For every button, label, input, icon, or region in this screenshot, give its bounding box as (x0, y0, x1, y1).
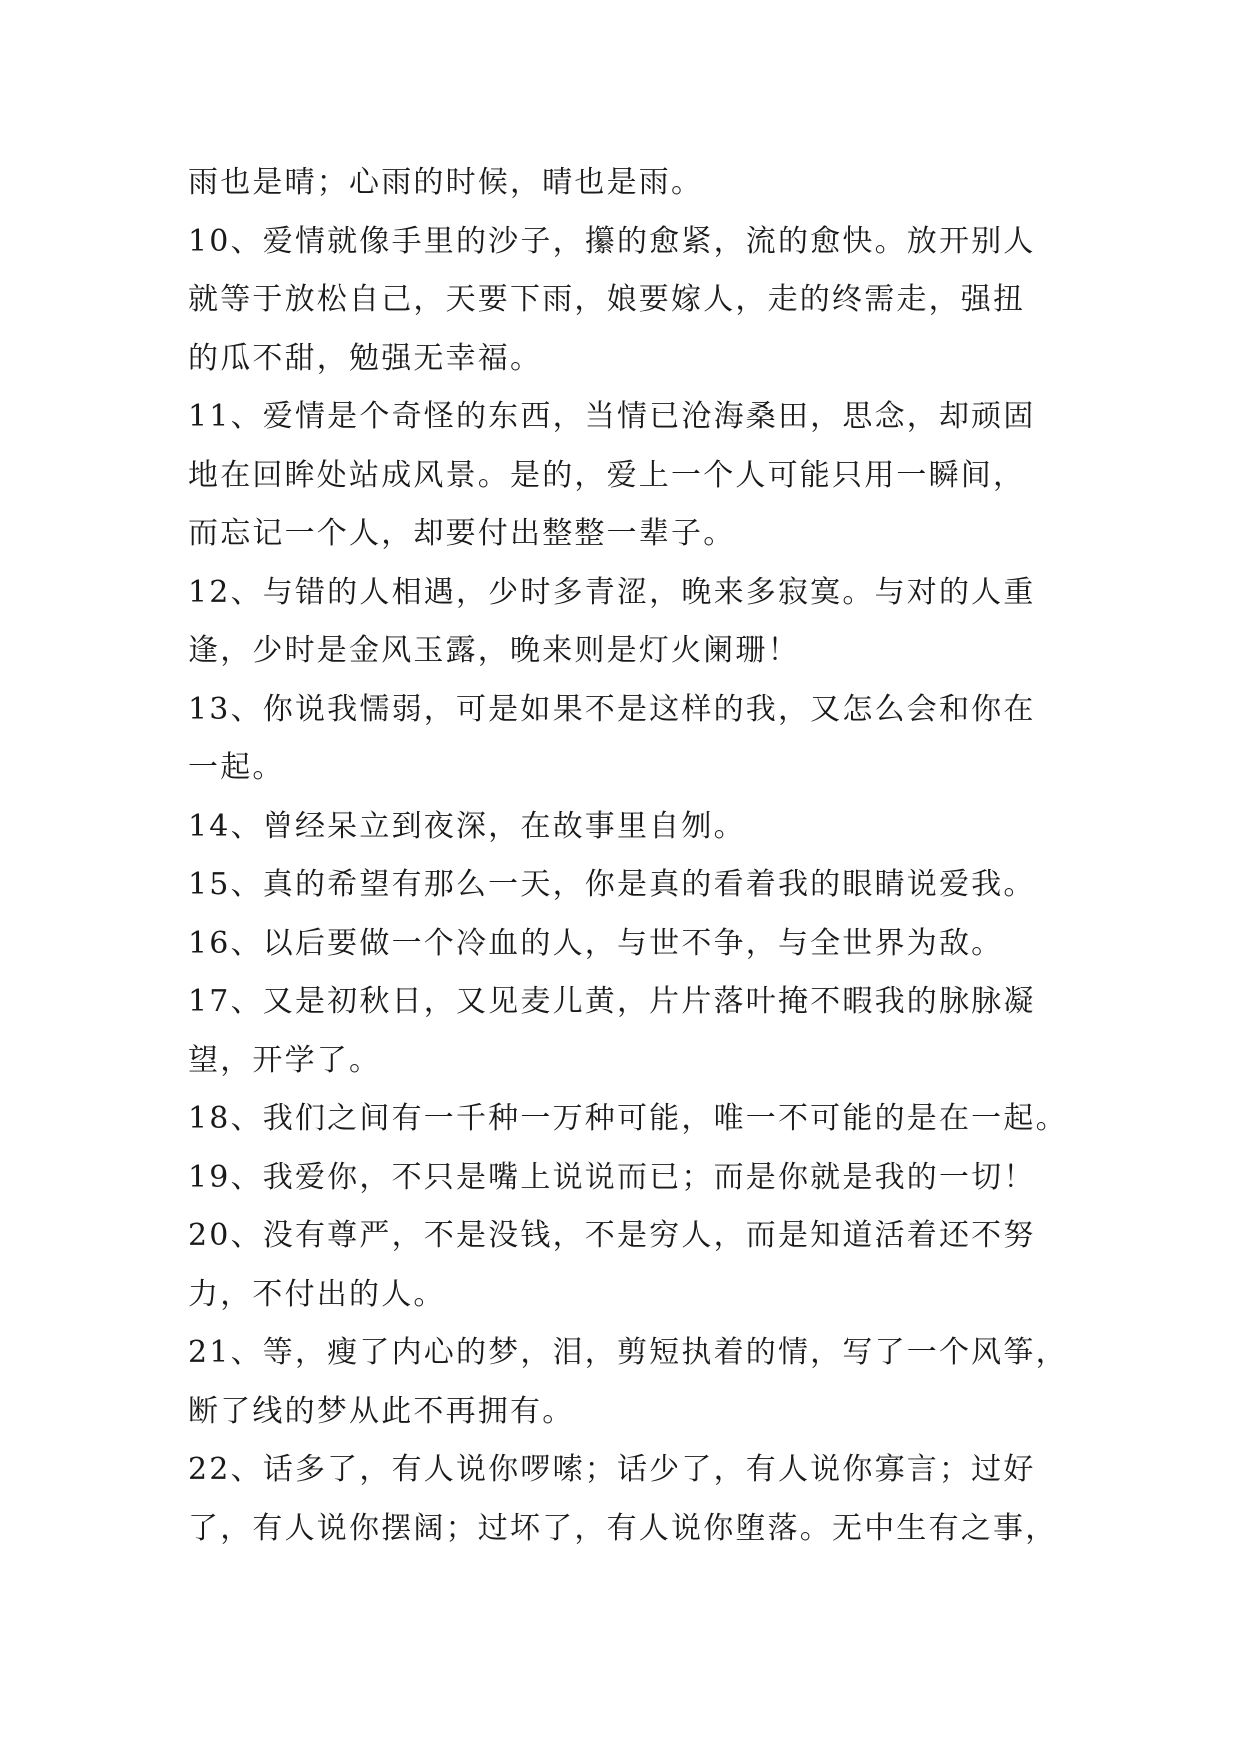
text-line: 10、爱情就像手里的沙子，攥的愈紧，流的愈快。放开别人 (188, 223, 1036, 259)
text-line: 的瓜不甜，勉强无幸福。 (188, 340, 543, 376)
text-line: 地在回眸处站成风景。是的，爱上一个人可能只用一瞬间， (188, 457, 1026, 493)
text-line: 一起。 (188, 750, 285, 785)
text-line: 而忘记一个人，却要付出整整一辈子。 (188, 516, 736, 551)
text-line: 就等于放松自己，天要下雨，娘要嫁人，走的终需走，强扭 (188, 282, 1026, 317)
text-line: 12、与错的人相遇，少时多青涩，晚来多寂寞。与对的人重 (188, 574, 1036, 610)
text-line: 逢，少时是金风玉露，晚来则是灯火阑珊！ (188, 633, 800, 668)
text-line: 雨也是晴；心雨的时候，晴也是雨。 (188, 165, 704, 200)
text-line: 18、我们之间有一千种一万种可能，唯一不可能的是在一起。 (188, 1101, 1068, 1136)
text-line: 17、又是初秋日，又见麦儿黄，片片落叶掩不暇我的脉脉凝 (188, 984, 1036, 1019)
text-line: 13、你说我懦弱，可是如果不是这样的我，又怎么会和你在 (188, 691, 1036, 727)
text-line: 20、没有尊严，不是没钱，不是穷人，而是知道活着还不努 (188, 1218, 1036, 1253)
text-line: 19、我爱你，不只是嘴上说说而已；而是你就是我的一切！ (188, 1159, 1036, 1195)
text-line: 11、爱情是个奇怪的东西，当情已沧海桑田，思念，却顽固 (188, 399, 1036, 434)
text-line: 16、以后要做一个冷血的人，与世不争，与全世界为敌。 (188, 925, 1004, 961)
text-line: 了，有人说你摆阔；过坏了，有人说你堕落。无中生有之事， (188, 1510, 1058, 1546)
document-body (188, 154, 1088, 1558)
text-line: 断了线的梦从此不再拥有。 (188, 1393, 575, 1429)
text-line: 望，开学了。 (188, 1042, 382, 1078)
text-line: 22、话多了，有人说你啰嗦；话少了，有人说你寡言；过好 (188, 1452, 1036, 1487)
text-line: 力，不付出的人。 (188, 1276, 446, 1312)
text-line: 14、曾经呆立到夜深，在故事里自刎。 (188, 808, 746, 844)
text-line: 21、等，瘦了内心的梦，泪，剪短执着的情，写了一个风筝， (188, 1335, 1068, 1370)
text-line: 15、真的希望有那么一天，你是真的看着我的眼睛说爱我。 (188, 867, 1036, 902)
